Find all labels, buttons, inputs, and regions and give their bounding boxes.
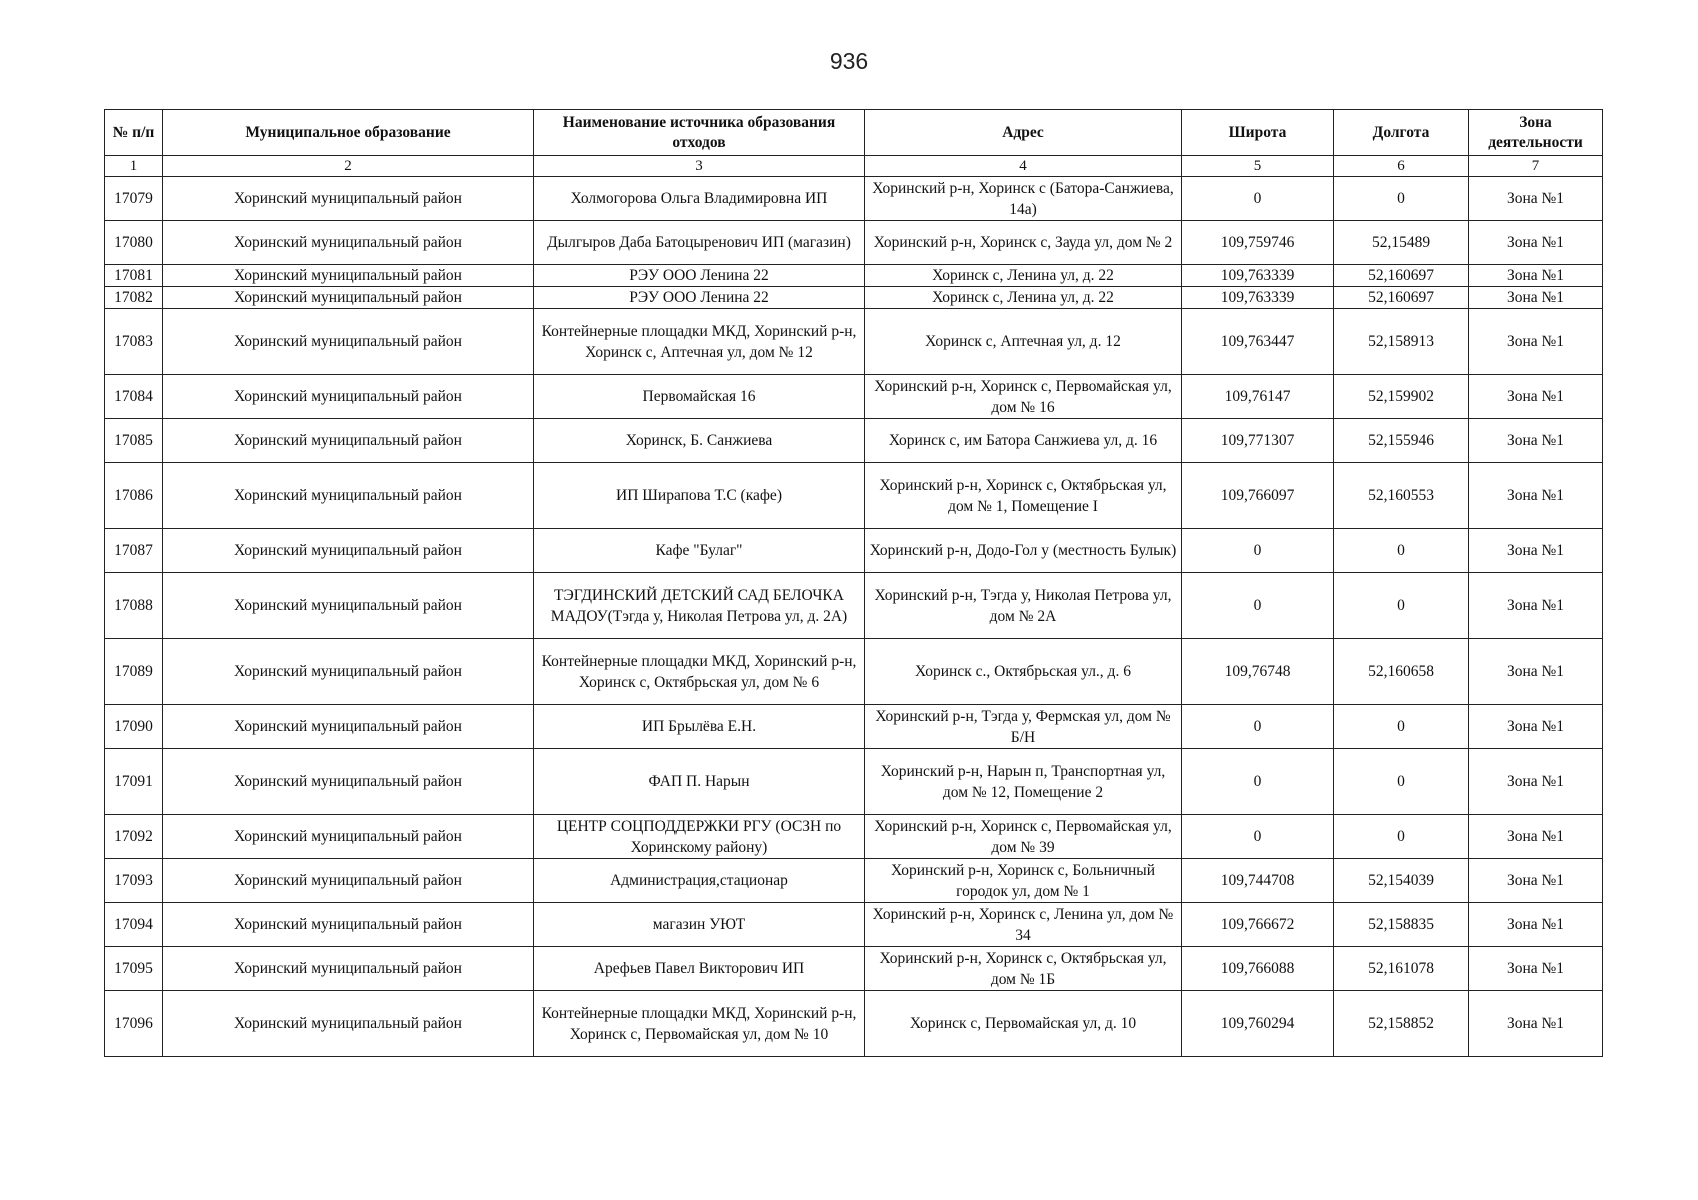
table-row xyxy=(105,991,1603,1057)
column-number: 5 xyxy=(1182,156,1334,177)
header-cell: Долгота xyxy=(1334,110,1469,156)
municipality-cell: Хоринский муниципальный район xyxy=(163,903,534,947)
latitude-cell: 109,760294 xyxy=(1182,991,1334,1057)
latitude-cell: 0 xyxy=(1182,177,1334,221)
longitude-cell: 52,160697 xyxy=(1334,265,1469,287)
longitude-cell: 0 xyxy=(1334,177,1469,221)
latitude-cell: 109,759746 xyxy=(1182,221,1334,265)
longitude-cell: 52,159902 xyxy=(1334,375,1469,419)
address-cell: Хоринск с, Ленина ул, д. 22 xyxy=(865,287,1182,309)
longitude-cell: 52,158913 xyxy=(1334,309,1469,375)
source-cell: Арефьев Павел Викторович ИП xyxy=(534,947,865,991)
longitude-cell: 0 xyxy=(1334,749,1469,815)
row-id: 17090 xyxy=(105,705,163,749)
zone-cell: Зона №1 xyxy=(1469,859,1603,903)
zone-cell: Зона №1 xyxy=(1469,639,1603,705)
latitude-cell: 109,763339 xyxy=(1182,287,1334,309)
table-row xyxy=(105,749,1603,815)
address-cell: Хоринский р-н, Тэгда у, Фермская ул, дом № Б/Н xyxy=(865,705,1182,749)
zone-cell: Зона №1 xyxy=(1469,947,1603,991)
row-id: 17091 xyxy=(105,749,163,815)
longitude-cell: 0 xyxy=(1334,573,1469,639)
column-number: 3 xyxy=(534,156,865,177)
longitude-cell: 52,160658 xyxy=(1334,639,1469,705)
source-cell: магазин УЮТ xyxy=(534,903,865,947)
row-id: 17086 xyxy=(105,463,163,529)
source-cell: ТЭГДИНСКИЙ ДЕТСКИЙ САД БЕЛОЧКА МАДОУ(Тэгда у, Николая Петрова ул, д. 2А) xyxy=(534,573,865,639)
municipality-cell: Хоринский муниципальный район xyxy=(163,749,534,815)
waste-sources-table xyxy=(104,109,1603,1057)
row-id: 17084 xyxy=(105,375,163,419)
latitude-cell: 109,766672 xyxy=(1182,903,1334,947)
source-cell: ИП Брылёва Е.Н. xyxy=(534,705,865,749)
source-cell: Контейнерные площадки МКД, Хоринский р-н, Хоринск с, Первомайская ул, дом № 10 xyxy=(534,991,865,1057)
longitude-cell: 52,158852 xyxy=(1334,991,1469,1057)
row-id: 17089 xyxy=(105,639,163,705)
column-number: 1 xyxy=(105,156,163,177)
header-row xyxy=(105,110,1603,156)
latitude-cell: 109,766097 xyxy=(1182,463,1334,529)
address-cell: Хоринский р-н, Хоринск с (Батора-Санжиева, 14а) xyxy=(865,177,1182,221)
table-row xyxy=(105,287,1603,309)
column-number-row xyxy=(105,156,1603,177)
source-cell: ИП Ширапова Т.С (кафе) xyxy=(534,463,865,529)
address-cell: Хоринский р-н, Хоринск с, Первомайская ул, дом № 16 xyxy=(865,375,1182,419)
longitude-cell: 52,160697 xyxy=(1334,287,1469,309)
row-id: 17081 xyxy=(105,265,163,287)
table-row xyxy=(105,463,1603,529)
table-row xyxy=(105,177,1603,221)
row-id: 17095 xyxy=(105,947,163,991)
table-row xyxy=(105,815,1603,859)
zone-cell: Зона №1 xyxy=(1469,287,1603,309)
column-number: 6 xyxy=(1334,156,1469,177)
source-cell: Дылгыров Даба Батоцыренович ИП (магазин) xyxy=(534,221,865,265)
row-id: 17094 xyxy=(105,903,163,947)
source-cell: Контейнерные площадки МКД, Хоринский р-н, Хоринск с, Октябрьская ул, дом № 6 xyxy=(534,639,865,705)
table-row xyxy=(105,947,1603,991)
zone-cell: Зона №1 xyxy=(1469,749,1603,815)
header-cell: Муниципальное образование xyxy=(163,110,534,156)
municipality-cell: Хоринский муниципальный район xyxy=(163,375,534,419)
address-cell: Хоринский р-н, Хоринск с, Зауда ул, дом № 2 xyxy=(865,221,1182,265)
municipality-cell: Хоринский муниципальный район xyxy=(163,221,534,265)
address-cell: Хоринский р-н, Хоринск с, Первомайская ул, дом № 39 xyxy=(865,815,1182,859)
row-id: 17085 xyxy=(105,419,163,463)
header-cell: Широта xyxy=(1182,110,1334,156)
address-cell: Хоринский р-н, Додо-Гол у (местность Булык) xyxy=(865,529,1182,573)
row-id: 17079 xyxy=(105,177,163,221)
source-cell: Холмогорова Ольга Владимировна ИП xyxy=(534,177,865,221)
latitude-cell: 109,771307 xyxy=(1182,419,1334,463)
zone-cell: Зона №1 xyxy=(1469,375,1603,419)
municipality-cell: Хоринский муниципальный район xyxy=(163,815,534,859)
latitude-cell: 0 xyxy=(1182,705,1334,749)
address-cell: Хоринск с, Ленина ул, д. 22 xyxy=(865,265,1182,287)
row-id: 17087 xyxy=(105,529,163,573)
address-cell: Хоринск с, им Батора Санжиева ул, д. 16 xyxy=(865,419,1182,463)
table-row xyxy=(105,309,1603,375)
municipality-cell: Хоринский муниципальный район xyxy=(163,573,534,639)
latitude-cell: 109,763447 xyxy=(1182,309,1334,375)
zone-cell: Зона №1 xyxy=(1469,815,1603,859)
address-cell: Хоринский р-н, Хоринск с, Больничный городок ул, дом № 1 xyxy=(865,859,1182,903)
latitude-cell: 109,766088 xyxy=(1182,947,1334,991)
source-cell: РЭУ ООО Ленина 22 xyxy=(534,287,865,309)
longitude-cell: 52,15489 xyxy=(1334,221,1469,265)
municipality-cell: Хоринский муниципальный район xyxy=(163,177,534,221)
municipality-cell: Хоринский муниципальный район xyxy=(163,705,534,749)
municipality-cell: Хоринский муниципальный район xyxy=(163,265,534,287)
column-number: 4 xyxy=(865,156,1182,177)
address-cell: Хоринский р-н, Нарын п, Транспортная ул, дом № 12, Помещение 2 xyxy=(865,749,1182,815)
municipality-cell: Хоринский муниципальный район xyxy=(163,639,534,705)
latitude-cell: 0 xyxy=(1182,573,1334,639)
latitude-cell: 0 xyxy=(1182,529,1334,573)
row-id: 17083 xyxy=(105,309,163,375)
zone-cell: Зона №1 xyxy=(1469,221,1603,265)
table-row xyxy=(105,573,1603,639)
municipality-cell: Хоринский муниципальный район xyxy=(163,309,534,375)
row-id: 17080 xyxy=(105,221,163,265)
latitude-cell: 109,76748 xyxy=(1182,639,1334,705)
municipality-cell: Хоринский муниципальный район xyxy=(163,947,534,991)
address-cell: Хоринский р-н, Тэгда у, Николая Петрова ул, дом № 2А xyxy=(865,573,1182,639)
address-cell: Хоринск с, Аптечная ул, д. 12 xyxy=(865,309,1182,375)
header-cell: Зона деятельности xyxy=(1469,110,1603,156)
source-cell: Первомайская 16 xyxy=(534,375,865,419)
table-row xyxy=(105,221,1603,265)
longitude-cell: 0 xyxy=(1334,815,1469,859)
address-cell: Хоринский р-н, Хоринск с, Ленина ул, дом № 34 xyxy=(865,903,1182,947)
source-cell: Хоринск, Б. Санжиева xyxy=(534,419,865,463)
zone-cell: Зона №1 xyxy=(1469,463,1603,529)
source-cell: РЭУ ООО Ленина 22 xyxy=(534,265,865,287)
source-cell: Кафе "Булаг" xyxy=(534,529,865,573)
latitude-cell: 109,744708 xyxy=(1182,859,1334,903)
table-row xyxy=(105,705,1603,749)
latitude-cell: 0 xyxy=(1182,749,1334,815)
source-cell: Администрация,стационар xyxy=(534,859,865,903)
source-cell: Контейнерные площадки МКД, Хоринский р-н, Хоринск с, Аптечная ул, дом № 12 xyxy=(534,309,865,375)
zone-cell: Зона №1 xyxy=(1469,309,1603,375)
table-row xyxy=(105,529,1603,573)
latitude-cell: 109,763339 xyxy=(1182,265,1334,287)
municipality-cell: Хоринский муниципальный район xyxy=(163,419,534,463)
table-row xyxy=(105,859,1603,903)
header-cell: Наименование источника образования отходов xyxy=(534,110,865,156)
source-cell: ЦЕНТР СОЦПОДДЕРЖКИ РГУ (ОСЗН по Хоринскому району) xyxy=(534,815,865,859)
longitude-cell: 0 xyxy=(1334,529,1469,573)
zone-cell: Зона №1 xyxy=(1469,991,1603,1057)
table-row xyxy=(105,419,1603,463)
municipality-cell: Хоринский муниципальный район xyxy=(163,859,534,903)
latitude-cell: 109,76147 xyxy=(1182,375,1334,419)
table-row xyxy=(105,265,1603,287)
longitude-cell: 52,158835 xyxy=(1334,903,1469,947)
row-id: 17093 xyxy=(105,859,163,903)
row-id: 17088 xyxy=(105,573,163,639)
source-cell: ФАП П. Нарын xyxy=(534,749,865,815)
longitude-cell: 52,154039 xyxy=(1334,859,1469,903)
zone-cell: Зона №1 xyxy=(1469,419,1603,463)
zone-cell: Зона №1 xyxy=(1469,573,1603,639)
municipality-cell: Хоринский муниципальный район xyxy=(163,287,534,309)
column-number: 7 xyxy=(1469,156,1603,177)
table-row xyxy=(105,639,1603,705)
header-cell: Адрес xyxy=(865,110,1182,156)
column-number: 2 xyxy=(163,156,534,177)
address-cell: Хоринский р-н, Хоринск с, Октябрьская ул, дом № 1, Помещение I xyxy=(865,463,1182,529)
longitude-cell: 52,160553 xyxy=(1334,463,1469,529)
zone-cell: Зона №1 xyxy=(1469,529,1603,573)
header-cell: № п/п xyxy=(105,110,163,156)
longitude-cell: 0 xyxy=(1334,705,1469,749)
zone-cell: Зона №1 xyxy=(1469,705,1603,749)
municipality-cell: Хоринский муниципальный район xyxy=(163,463,534,529)
page-number: 936 xyxy=(829,48,869,74)
address-cell: Хоринск с., Октябрьская ул., д. 6 xyxy=(865,639,1182,705)
municipality-cell: Хоринский муниципальный район xyxy=(163,529,534,573)
row-id: 17092 xyxy=(105,815,163,859)
table-row xyxy=(105,903,1603,947)
longitude-cell: 52,161078 xyxy=(1334,947,1469,991)
address-cell: Хоринский р-н, Хоринск с, Октябрьская ул, дом № 1Б xyxy=(865,947,1182,991)
table-row xyxy=(105,375,1603,419)
row-id: 17096 xyxy=(105,991,163,1057)
zone-cell: Зона №1 xyxy=(1469,177,1603,221)
address-cell: Хоринск с, Первомайская ул, д. 10 xyxy=(865,991,1182,1057)
row-id: 17082 xyxy=(105,287,163,309)
latitude-cell: 0 xyxy=(1182,815,1334,859)
zone-cell: Зона №1 xyxy=(1469,903,1603,947)
zone-cell: Зона №1 xyxy=(1469,265,1603,287)
longitude-cell: 52,155946 xyxy=(1334,419,1469,463)
municipality-cell: Хоринский муниципальный район xyxy=(163,991,534,1057)
